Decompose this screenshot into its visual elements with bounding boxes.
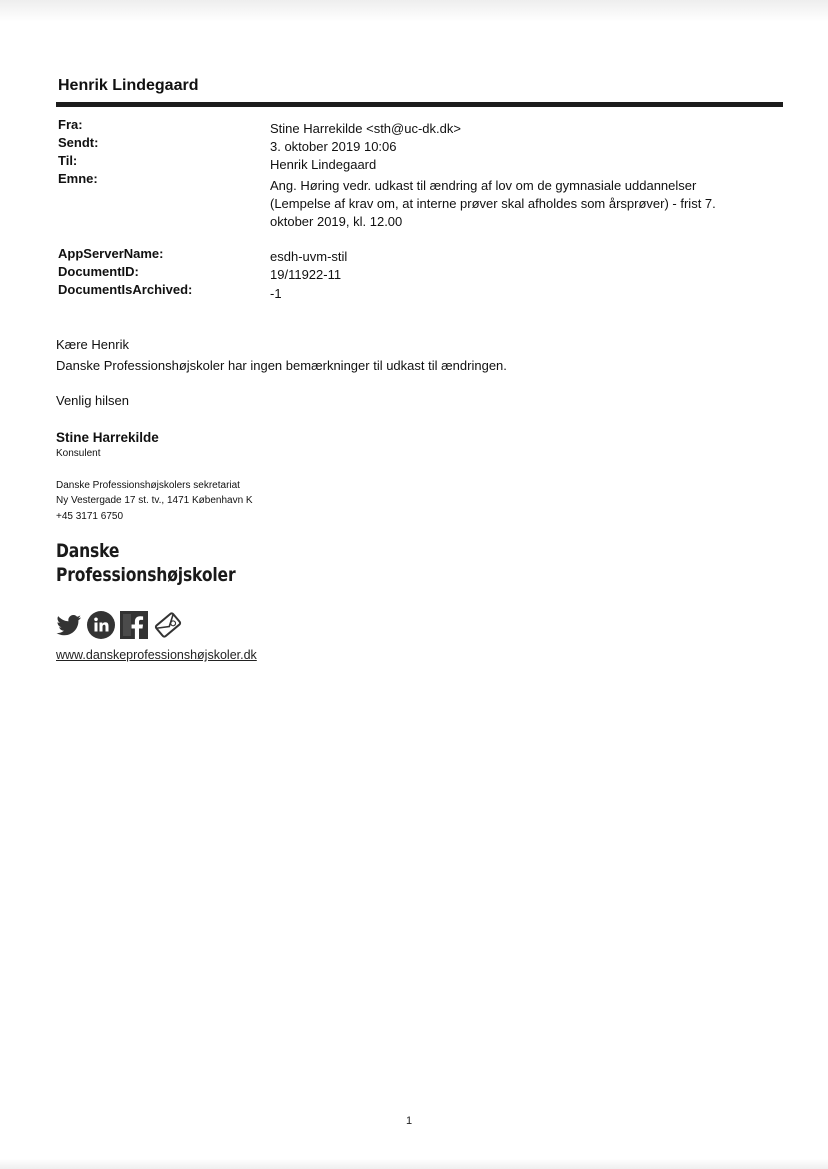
subject-label: Emne: [58, 171, 98, 186]
from-label: Fra: [58, 117, 83, 132]
to-value: Henrik Lindegaard [270, 157, 377, 172]
greeting: Kære Henrik [56, 337, 129, 352]
signature-organization: Danske Professionshøjskolers sekretariat [56, 480, 240, 491]
subject-line-3: oktober 2019, kl. 12.00 [270, 214, 403, 229]
sent-value: 3. oktober 2019 10:06 [270, 139, 397, 154]
archived-value: -1 [270, 286, 282, 301]
linkedin-icon[interactable] [86, 610, 116, 645]
app-server-label: AppServerName: [58, 246, 164, 261]
sent-label: Sendt: [58, 135, 99, 150]
document-id-label: DocumentID: [58, 264, 139, 279]
logo-line-2: Professionshøjskoler [56, 564, 236, 586]
logo-line-1: Danske [56, 540, 120, 562]
signature-address: Ny Vestergade 17 st. tv., 1471 København K [56, 495, 253, 506]
scan-edge-top [0, 0, 828, 22]
subject-line-1: Ang. Høring vedr. udkast til ændring af lov om de gymnasiale uddannelser [270, 178, 697, 193]
social-icons [55, 612, 184, 642]
organization-logo [56, 539, 235, 587]
facebook-icon[interactable] [119, 610, 149, 645]
website-link[interactable]: www.danskeprofessionshøjskoler.dk [56, 648, 257, 662]
signature-phone: +45 3171 6750 [56, 511, 124, 522]
signature-title: Konsulent [56, 448, 101, 459]
newsletter-icon[interactable] [152, 609, 184, 646]
from-value: Stine Harrekilde <sth@uc-dk.dk> [270, 121, 461, 136]
twitter-icon[interactable] [55, 612, 83, 643]
header-rule [56, 102, 783, 107]
archived-label: DocumentIsArchived: [58, 282, 193, 297]
scan-edge-bottom [0, 1159, 828, 1169]
app-server-value: esdh-uvm-stil [270, 249, 348, 264]
page-number: 1 [406, 1115, 413, 1127]
closing: Venlig hilsen [56, 393, 129, 408]
to-label: Til: [58, 153, 78, 168]
header-sender-name: Henrik Lindegaard [58, 77, 199, 94]
signature-name: Stine Harrekilde [56, 430, 159, 445]
subject-line-2: (Lempelse af krav om, at interne prøver skal afholdes som årsprøver) - frist 7. [270, 196, 716, 211]
document-id-value: 19/11922-11 [270, 267, 342, 282]
message: Danske Professionshøjskoler har ingen bemærkninger til udkast til ændringen. [56, 358, 507, 373]
